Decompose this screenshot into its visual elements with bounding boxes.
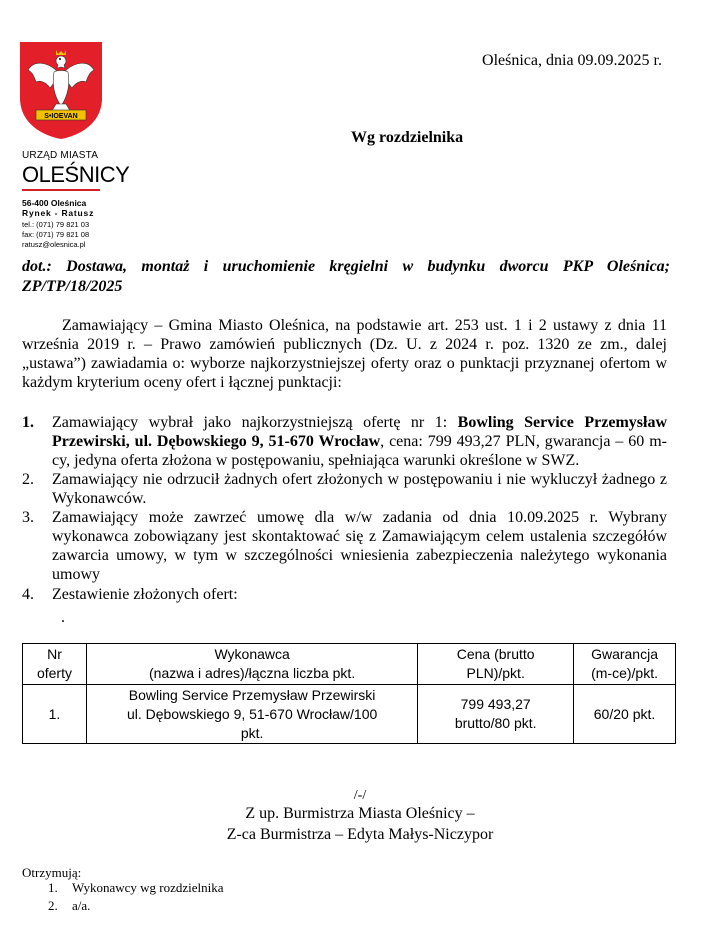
signature-line-2: Z-ca Burmistrza – Edyta Małys-Niczypor (226, 826, 494, 843)
office-fax: fax: (071) 79 821 08 (22, 230, 90, 239)
intro-paragraph: Zamawiający – Gmina Miasto Oleśnica, na podstawie art. 253 ust. 1 i 2 ustawy z dnia 11 września 2019 r. – Prawo zamówień publicznych (Dz. U. z 2024 r. poz. 1320 ze zm., dalej „ustawa”) zawiadamia o: wyborze najkorzystniejszej oferty oraz o punktacji przyznanej ofertom w każdym kryterium oceny ofert i łącznej punktacji: (22, 317, 667, 391)
list-item-number: 1. (22, 414, 34, 431)
office-name: URZĄD MIASTA (22, 150, 99, 161)
list-item-number: 4. (22, 586, 34, 603)
recipients-label: Otrzymują: (22, 865, 82, 880)
header-price: Cena (brutto PLN)/pkt. (418, 644, 574, 685)
list-item-number: 3. (22, 509, 34, 526)
signature-line-1: Z up. Burmistrza Miasta Oleśnicy – (245, 805, 475, 822)
list-item-text: Zamawiający wybrał jako najkorzystniejszą ofertę nr 1: Bowling Service Przemysław Przewirski, ul. Dębowskiego 9, 51-670 Wrocław, cena: 799 493,27 PLN, gwarancja – 60 m-cy, jedyna oferta złożona w postępowaniu, spełniająca warunki określone w SWZ. (52, 414, 668, 469)
winning-bidder: Bowling Service Przemysław Przewirski, ul. Dębowskiego 9, 51-670 Wrocław (52, 414, 667, 450)
recipient-item-1: 1. Wykonawcy wg rozdzielnika (48, 880, 224, 895)
list-item-text: Zamawiający może zawrzeć umowę dla w/w zadania od dnia 10.09.2025 r. Wybrany wykonawca zobowiązany jest skontaktować się z Zamawiającym celem ustalenia szczegółów zawarcia umowy, w tym w szczególności wniesienia zabezpieczenia należytego wykonania umowy (52, 509, 667, 583)
list-item-text: Zestawienie złożonych ofert: (52, 586, 238, 603)
table-header-row (23, 644, 676, 685)
office-city: OLEŚNICY (22, 162, 130, 187)
table-row (23, 685, 676, 744)
place-date: Oleśnica, dnia 09.09.2025 r. (482, 52, 662, 69)
signature-mark: /-/ (353, 788, 367, 803)
logo-ribbon-text: S•IOEVAN (44, 113, 78, 120)
office-address-street: Rynek - Ratusz (22, 208, 95, 218)
header-warranty: Gwarancja (m-ce)/pkt. (574, 644, 676, 685)
cell-warranty: 60/20 pkt. (574, 685, 676, 744)
stray-dot: . (61, 609, 65, 626)
subject-line: dot.: Dostawa, montaż i uruchomienie kręgielni w budynku dworcu PKP Oleśnica; ZP/TP/18/2025 (22, 258, 670, 295)
office-phone: tel.: (071) 79 821 03 (22, 220, 90, 229)
list-item-number: 2. (22, 471, 34, 488)
recipient-item-2: 2. a/a. (48, 898, 91, 913)
header-offer-number: Nr oferty (23, 644, 87, 685)
cell-price: 799 493,27 brutto/80 pkt. (418, 685, 574, 744)
list-item-text: Zamawiający nie odrzucił żadnych ofert złożonych w postępowaniu i nie wykluczył żadnego z Wykonawców. (52, 471, 667, 507)
office-address-postal: 56-400 Oleśnica (22, 198, 87, 208)
cell-contractor: Bowling Service Przemysław Przewirski ul. Dębowskiego 9, 51-670 Wrocław/100 pkt. (86, 685, 417, 744)
recipient-heading: Wg rozdzielnika (351, 129, 464, 146)
logo-underline (22, 189, 100, 191)
city-coat-of-arms-logo (16, 40, 106, 140)
cell-offer-number: 1. (23, 685, 87, 744)
offers-table (22, 643, 676, 744)
header-contractor: Wykonawca (nazwa i adres)/łączna liczba pkt. (86, 644, 417, 685)
office-email: ratusz@olesnica.pl (22, 240, 86, 249)
